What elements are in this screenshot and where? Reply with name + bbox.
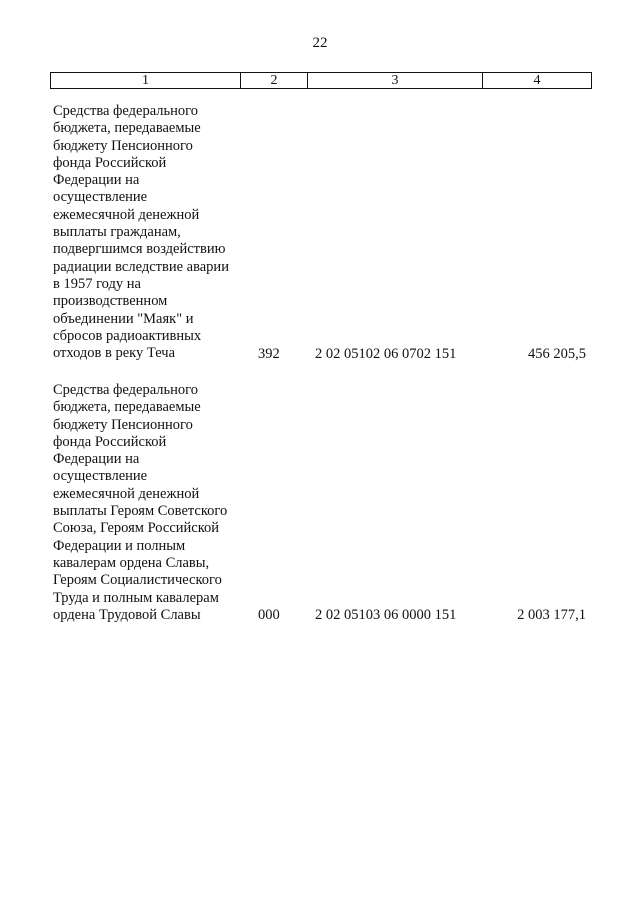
row-description: Средства федерального бюджета, передаваемые бюджету Пенсионного фонда Российской Федерации на осуществление ежемесячной денежной выплаты Героям Советского Союза, Героям Российской Федерации и полным кавалерам ордена Славы, Героям Социалистического Труда и полным кавалерам ордена Трудовой Славы (53, 382, 228, 623)
row-code: 000 (258, 607, 280, 623)
column-header-3: 3 (308, 73, 483, 88)
row-budget-code: 2 02 05103 06 0000 151 (315, 607, 457, 623)
column-header-1: 1 (51, 73, 241, 88)
row-amount: 456 205,5 (528, 346, 586, 362)
column-header-4: 4 (533, 73, 541, 88)
column-header-2: 2 (241, 73, 308, 88)
page-number: 22 (312, 35, 328, 51)
table-header-row (50, 72, 592, 89)
row-budget-code: 2 02 05102 06 0702 151 (315, 346, 457, 362)
row-amount: 2 003 177,1 (517, 607, 586, 623)
row-code: 392 (258, 346, 280, 362)
row-description: Средства федерального бюджета, передаваемые бюджету Пенсионного фонда Российской Федерации на осуществление ежемесячной денежной выплаты гражданам, подвергшимся воздействию радиации вследствие аварии в 1957 году на производственном объединении "Маяк" и сбросов радиоактивных отходов в реку Теча (53, 103, 229, 362)
